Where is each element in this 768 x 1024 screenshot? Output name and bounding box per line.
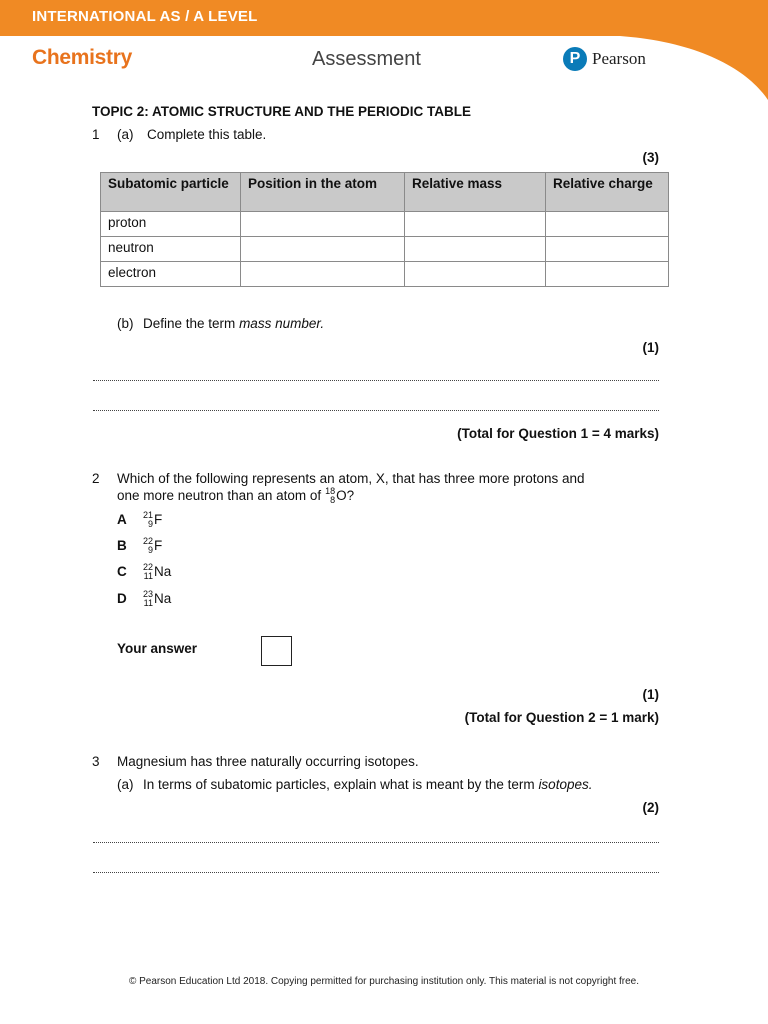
nuclide-numbers [325,487,335,505]
q3-number: 3 [92,754,100,769]
atomic-number: 8 [330,495,336,505]
answer-line[interactable] [93,870,659,873]
table-header-row [101,173,669,212]
element-symbol: F [154,512,163,527]
mass-number: 22 [143,536,154,546]
q3a-marks: (2) [642,800,659,815]
q3a-term: isotopes. [538,777,593,792]
nuclide-numbers [143,563,153,581]
table-header-cell: Subatomic particle [101,173,241,212]
answer-box[interactable] [261,636,292,666]
q1b-text: Define the term [143,316,236,331]
table-cell-answer[interactable] [546,262,669,287]
q3-text: Magnesium has three naturally occurring isotopes. [117,754,419,769]
table-header-cell: Relative mass [405,173,546,212]
element-symbol: Na [154,591,172,606]
atomic-number: 9 [148,545,154,555]
option-nuclide [143,537,162,555]
q1b-marks: (1) [642,340,659,355]
mass-number: 18 [325,486,336,496]
q1a-text: Complete this table. [147,127,267,142]
option-nuclide [143,511,162,529]
element-symbol: O? [336,488,355,503]
q2-text-line2-text: one more neutron than an atom of [117,488,322,503]
option-letter: D [117,591,127,606]
option-letter: A [117,512,127,527]
table-row [101,237,669,262]
table-cell-answer[interactable] [241,212,405,237]
pearson-logo-icon: P [563,47,587,71]
q2-text-line2 [117,487,354,505]
q1-total: (Total for Question 1 = 4 marks) [457,426,659,441]
table-header-cell: Relative charge [546,173,669,212]
answer-line[interactable] [93,840,659,843]
atomic-number: 9 [148,519,154,529]
q2-total: (Total for Question 2 = 1 mark) [464,710,659,725]
q3a-row [143,777,592,793]
option-letter: B [117,538,127,553]
option-d[interactable] [117,590,171,608]
your-answer-label: Your answer [117,641,198,656]
answer-line[interactable] [93,408,659,411]
element-symbol: Na [154,564,172,579]
atomic-number: 11 [143,598,154,608]
q1b-label: (b) [117,316,134,331]
nuclide-numbers [143,537,153,555]
option-a[interactable] [117,511,162,529]
mass-number: 23 [143,589,154,599]
reference-nuclide [325,487,354,505]
table-cell-answer[interactable] [241,237,405,262]
copyright-footer: © Pearson Education Ltd 2018. Copying permitted for purchasing institution only. This material is not copyright free. [128,976,640,987]
table-cell-answer[interactable] [241,262,405,287]
q3a-label: (a) [117,777,134,792]
subatomic-table [100,172,669,287]
q2-marks: (1) [642,687,659,702]
band-title: INTERNATIONAL AS / A LEVEL [32,8,258,25]
table-header-cell: Position in the atom [241,173,405,212]
table-cell-answer[interactable] [405,237,546,262]
q3a-text: In terms of subatomic particles, explain what is meant by the term [143,777,535,792]
q1a-marks: (3) [642,150,659,165]
option-c[interactable] [117,563,171,581]
subject-title: Chemistry [32,46,133,69]
q1b-term: mass number. [239,316,325,331]
option-nuclide [143,563,171,581]
option-b[interactable] [117,537,162,555]
table-cell-particle: electron [101,262,241,287]
mass-number: 22 [143,562,154,572]
mass-number: 21 [143,510,154,520]
table-cell-answer[interactable] [546,212,669,237]
answer-line[interactable] [93,378,659,381]
nuclide-numbers [143,511,153,529]
table-cell-particle: neutron [101,237,241,262]
pearson-logo [563,47,646,71]
table-cell-answer[interactable] [405,212,546,237]
pearson-logo-text: Pearson [592,49,646,68]
table-row [101,262,669,287]
table-row [101,212,669,237]
table-cell-answer[interactable] [546,237,669,262]
element-symbol: F [154,538,163,553]
table-cell-answer[interactable] [405,262,546,287]
q1b-row [143,316,324,332]
q1a-label: (a) [117,127,134,142]
atomic-number: 11 [143,571,154,581]
option-letter: C [117,564,127,579]
nuclide-numbers [143,590,153,608]
table-cell-particle: proton [101,212,241,237]
topic-heading: TOPIC 2: ATOMIC STRUCTURE AND THE PERIODIC TABLE [92,104,472,119]
q1-number: 1 [92,127,100,142]
option-nuclide [143,590,171,608]
q2-text-line1: Which of the following represents an atom, X, that has three more protons and [117,471,585,486]
section-title: Assessment [312,48,421,70]
q2-number: 2 [92,471,100,486]
